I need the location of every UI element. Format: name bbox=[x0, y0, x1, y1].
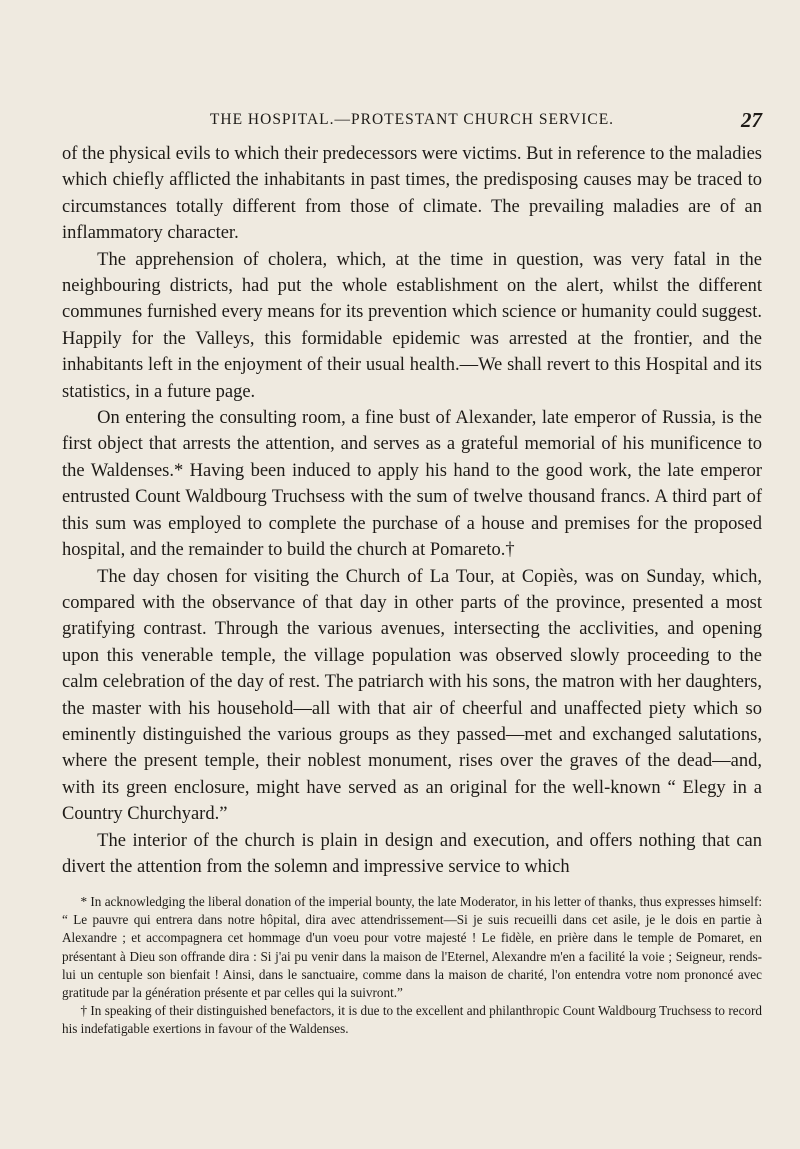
page-header bbox=[62, 108, 762, 134]
paragraph: The day chosen for visiting the Church of La Tour, at Copiès, was on Sunday, which, compared with the observance of that day in other parts of the province, presented a most gratifying contrast. Through the various avenues, intersecting the acclivities, and opening upon this venerable temple, the village population was observed slowly proceeding to the calm celebration of the day of rest. The patriarch with his sons, the matron with her daughters, the master with his household—all with that air of cheerful and unaffected piety which so eminently distinguished the various groups as they passed—met and exchanged salutations, where the present temple, their noblest monument, rises over the graves of the dead—and, with its green enclosure, might have served as an original for the well-known “ Elegy in a Country Churchyard.” bbox=[62, 566, 762, 825]
paragraph: of the physical evils to which their predecessors were victims. But in reference to the maladies which chiefly afflicted the inhabitants in past times, the predisposing causes may be traced to circumstances totally different from those of climate. The prevailing maladies are of an inflammatory character. bbox=[62, 144, 762, 244]
footnotes bbox=[62, 893, 762, 1039]
footnote: † In speaking of their distinguished benefactors, it is due to the excellent and philanthropic Count Waldbourg Truchsess to record his indefatigable exertions in favour of the Waldenses. bbox=[62, 1003, 762, 1037]
paragraph: The interior of the church is plain in design and execution, and offers nothing that can divert the attention from the solemn and impressive service to which bbox=[62, 830, 762, 877]
footnote: * In acknowledging the liberal donation of the imperial bounty, the late Moderator, in his letter of thanks, thus expresses himself: “ Le pauvre qui entrera dans notre hôpital, dira avec attendrissement—Si je suis recueilli dans cet asile, je le dois en partie à Alexandre ; et accompagnera cet hommage d'un voeu pour votre majesté ! Le fidèle, en prière dans le temple de Pomaret, en présentant à Dieu son offrande dira : Si j'ai pu venir dans la maison de l'Eternel, Alexandre m'en a facilité la voie ; Seigneur, rends-lui un centuple son bienfait ! Ainsi, dans le sanctuaire, comme dans la maison de charité, l'on entendra votre nom prononcé avec gratitude par la génération présente et par celles qui la suivront.” bbox=[62, 894, 762, 1001]
running-head: THE HOSPITAL.—PROTESTANT CHURCH SERVICE. bbox=[209, 111, 615, 128]
paragraph: On entering the consulting room, a fine bust of Alexander, late emperor of Russia, is the first object that arrests the attention, and serves as a grateful memorial of his munificence to the Waldenses.* Having been induced to apply his hand to the good work, the late emperor entrusted Count Waldbourg Truchsess with the sum of twelve thousand francs. A third part of this sum was employed to complete the purchase of a house and premises for the proposed hospital, and the remainder to build the church at Pomareto.† bbox=[62, 408, 762, 561]
page-number: 27 bbox=[741, 108, 762, 132]
paragraph: The apprehension of cholera, which, at the time in question, was very fatal in the neighbouring districts, had put the whole establishment on the alert, whilst the different communes furnished every means for its prevention which science or humanity could suggest. Happily for the Valleys, this formidable epidemic was arrested at the frontier, and the inhabitants left in the enjoyment of their usual health.—We shall revert to this Hospital and its statistics, in a future page. bbox=[62, 249, 762, 402]
body-text bbox=[62, 141, 762, 880]
